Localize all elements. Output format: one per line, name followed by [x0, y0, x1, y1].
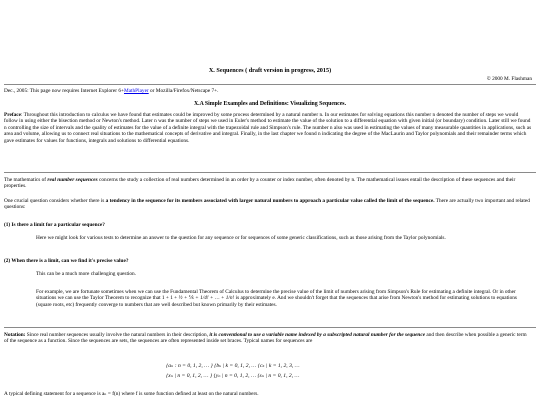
notation-text-2: and then describe when possible a generic term of the sequence as a function. Since the sequences are sets, the sequences are often represented inside set braces. Typical names for sequences are — [4, 332, 527, 345]
question-2-text-2-prefix: For example, we are fortunate sometimes when we can use the Fundamental Theorem of Calculus to determine the precise value of the limit of numbers arising from Simpson's Rule for estimating a definite integral. Or in other situations we can use the Taylor Theorem to recognize that 1 + 1 + — [36, 289, 516, 302]
question-intro-paragraph — [4, 198, 532, 211]
browser-notice-suffix: or Mozilla/Firefox/Netscape 7+. — [148, 88, 219, 94]
question-2-text-1: This can be a much more challenging question. — [36, 271, 137, 277]
sequence-names-row-1: {aₙ : n = 0, 1, 2, … } {bₖ | k = 0, 1, 2, … {cₖ | k = 1, 2, 3, … — [166, 363, 300, 369]
copyright-notice: © 2000 M. Flashman — [486, 76, 532, 82]
question-intro-bold: a tendency in the sequence for its members associated with larger natural numbers to approach a particular value called the limit of the sequence. — [105, 198, 435, 204]
question-2-text-2-suffix: sequences that arise from Newton's method for estimating solutions to equations (square roots, etc) frequently converge to numbers that are well described but known primarily by their estimates. — [36, 295, 517, 308]
question-1-heading: (1) Is there a limit for a particular sequence? — [4, 222, 105, 228]
preface-paragraph — [4, 112, 532, 144]
question-intro-prefix: One crucial question considers whether there is — [4, 198, 106, 204]
top-divider — [4, 84, 536, 85]
question-2-text-2 — [36, 289, 532, 308]
section-title: X.A Simple Examples and Definitions: Visualizing Sequences. — [193, 101, 347, 107]
intro-emphasis: real number sequences — [47, 177, 98, 183]
preface-text: : Throughout this introduction to calculus we have found that estimates could be improved by some process determined by a natural number n. In our estimates for solving equations this number n denoted the number of steps we would follow in using either the bisection method or Newton's method. Later n was the number of steps we used in Euler's method to estimate the value of the solution to a differential equation with given initial (or boundary) condition. Later still we found n controlling the size of intervals and the quality of estimates for the value of a definite integral with the trapezoidal rule and Simpson's rule. The number n also was used in estimating the values of many measurable quantities in applications, such as area and volume, allowing us to connect real situations to the mathematical concepts of derivative and integral. Finally, in the last chapter we found n indicating the degree of the MacLaurin and Taylor polynomials and their remainder terms which gave estimates for values for functions, integrals and solutions to differential equations. — [4, 112, 532, 144]
defining-statement: A typical defining statement for a sequence is aₙ = f(n) where f is some function defined at least on the natural numbers. — [4, 391, 259, 397]
question-2-text-2-mid: is approximately e. And we shouldn't forget that the — [235, 295, 346, 302]
notation-label: Notation: — [4, 332, 26, 338]
preface-divider — [4, 172, 536, 173]
question-2-heading: (2) When there is a limit, can we find it's precise value? — [4, 258, 129, 264]
notation-bold: it is conventional to use a variable name indexed by a subscripted natural number for the sequence — [209, 332, 426, 338]
intro-prefix: The mathematics of — [4, 177, 48, 183]
intro-suffix: concerns the study a collection of real numbers determined in an order by a counter or index number, often denoted by n. The mathematical issues entail the description of these sequences and their properties. — [4, 177, 516, 190]
mathplayer-link[interactable]: MathPlayer — [123, 88, 149, 94]
notation-text-1: Since real number sequences usually involve the natural numbers in their description, — [25, 332, 210, 338]
intro-paragraph — [4, 177, 532, 190]
question-1-text: Here we might look for various tests to determine an answer to the question for any sequence or for sequences of some generic classifications, such as those arising from the Taylor polynomials. — [36, 235, 446, 241]
question-intro-suffix: There are actually two important and related questions: — [4, 198, 530, 211]
notation-divider — [4, 327, 536, 328]
series-formula: ½ + ⅙ + 1/4! + … + 1/n! — [178, 295, 235, 302]
browser-notice-prefix: Dec., 2005: This page now requires Internet Explorer 6+ — [4, 88, 124, 94]
page-title: X. Sequences ( draft version in progress, 2015) — [208, 67, 332, 74]
browser-notice — [4, 88, 524, 94]
sequence-names-row-2: {xₙ | n = 0, 1, 2, … } {yₙ | n = 0, 1, 2, … {sₙ | n = 0, 1, 2, … — [166, 373, 300, 379]
preface-label: Preface — [4, 112, 21, 118]
notation-paragraph — [4, 332, 532, 345]
